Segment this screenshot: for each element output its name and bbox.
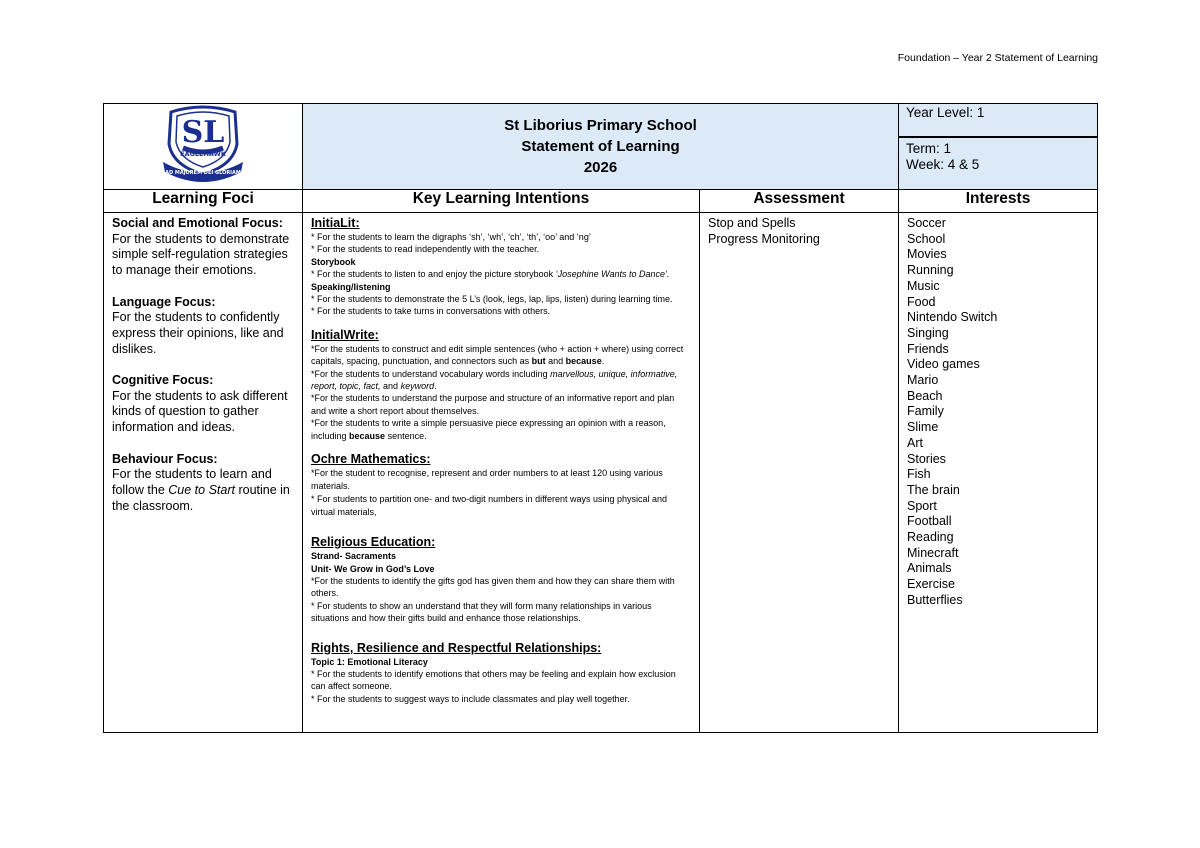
- assessment-cell: [700, 213, 899, 733]
- list-item: Mario: [907, 373, 939, 388]
- initialwrite-section: [311, 328, 691, 442]
- re-title: Religious Education:: [311, 535, 436, 550]
- behaviour-focus-title: Behaviour Focus:: [112, 451, 218, 466]
- learning-foci-cell: [104, 213, 303, 733]
- list-item: * For students to show an understand that they will form many relationships in various situations and how their gifts build and enhance those relationships.: [311, 600, 652, 624]
- list-item: * For the students to take turns in conversations with others.: [311, 306, 551, 317]
- list-item: Football: [907, 514, 952, 529]
- logo-cell: [104, 104, 303, 190]
- social-focus-text: For the students to demonstrate simple self-regulation strategies to manage their emotions.: [112, 231, 290, 278]
- list-item: Animals: [907, 561, 952, 576]
- column-header-foci: Learning Foci: [104, 190, 303, 213]
- document-year: 2026: [583, 159, 618, 176]
- list-item: *For the students to construct and edit simple sentences (who + action + where) using correct capitals, spacing, punctuation, and connectors such as but and because.: [311, 343, 684, 367]
- list-item: Music: [907, 278, 940, 293]
- title-cell: [303, 104, 899, 190]
- behaviour-focus-text: For the students to learn and follow the Cue to Start routine in the classroom.: [112, 467, 290, 513]
- language-focus-title: Language Focus:: [112, 294, 216, 309]
- social-focus-title: Social and Emotional Focus:: [112, 216, 283, 230]
- list-item: Minecraft: [907, 545, 959, 560]
- re-section: [311, 535, 691, 624]
- list-item: Art: [907, 435, 923, 450]
- list-item: Family: [907, 404, 944, 419]
- topic-subheading: Topic 1: Emotional Literacy: [311, 656, 428, 667]
- list-item: Fish: [907, 467, 931, 482]
- unit-subheading: Unit- We Grow in God’s Love: [311, 563, 435, 574]
- list-item: Slime: [907, 420, 939, 435]
- list-item: * For the students to learn the digraphs ‘sh’, ‘wh’, ‘ch’, ‘th’, ‘oo’ and ‘ng’: [311, 232, 591, 242]
- list-item: Soccer: [907, 216, 946, 230]
- page-header: Foundation – Year 2 Statement of Learning: [897, 52, 1098, 64]
- initiallit-section: [311, 216, 691, 318]
- list-item: School: [907, 231, 946, 246]
- week: Week: 4 & 5: [906, 157, 980, 172]
- maths-section: [311, 452, 691, 519]
- list-item: Video games: [907, 357, 980, 372]
- year-level: Year Level: 1: [899, 104, 1097, 138]
- key-learning-intentions-cell: [303, 213, 700, 733]
- list-item: * For students to partition one- and two-digit numbers in different ways using physical and virtual materials,: [311, 494, 668, 518]
- list-item: * For the students to demonstrate the 5 L’s (look, legs, lap, lips, listen) during learning time.: [311, 294, 673, 305]
- logo-monogram: SL: [181, 115, 225, 150]
- logo-banner-top: EAGLEHAWK: [180, 150, 226, 158]
- list-item: Running: [907, 263, 954, 278]
- statement-of-learning-table: [103, 103, 1098, 733]
- list-item: Exercise: [907, 577, 955, 592]
- strand-subheading: Strand- Sacraments: [311, 551, 397, 562]
- meta-cell: [899, 104, 1098, 190]
- list-item: Sport: [907, 498, 937, 513]
- list-item: Friends: [907, 341, 949, 356]
- list-item: * For the students to suggest ways to include classmates and play well together.: [311, 693, 630, 704]
- logo-motto: AD MAJOREM DEI GLORIAM: [165, 170, 241, 176]
- column-header-assessment: Assessment: [700, 190, 899, 213]
- maths-title: Ochre Mathematics:: [311, 452, 431, 467]
- list-item: Progress Monitoring: [708, 231, 820, 246]
- cognitive-focus-title: Cognitive Focus:: [112, 373, 214, 387]
- storybook-subheading: Storybook: [311, 256, 356, 267]
- list-item: *For the students to understand the purpose and structure of an informative report and plan and write a short report about themselves.: [311, 393, 675, 416]
- list-item: Singing: [907, 325, 949, 340]
- list-item: Movies: [907, 247, 947, 262]
- list-item: Stories: [907, 451, 946, 466]
- speaking-subheading: Speaking/listening: [311, 281, 391, 292]
- term: Term: 1: [906, 141, 952, 156]
- document-title: Statement of Learning: [521, 138, 680, 155]
- list-item: * For the students to read independently with the teacher.: [311, 244, 540, 255]
- list-item: Reading: [907, 530, 954, 545]
- initialwrite-title: InitialWrite:: [311, 327, 379, 342]
- list-item: *For the students to identify the gifts god has given them and how they can share them with others.: [311, 575, 675, 599]
- list-item: *For the student to recognise, represent and order numbers to at least 120 using various materials.: [311, 468, 663, 492]
- list-item: Beach: [907, 388, 943, 403]
- rrrr-title: Rights, Resilience and Respectful Relationships:: [311, 640, 602, 655]
- list-item: *For the students to understand vocabulary words including marvellous, unique, informative, report, topic, fact, and keyword.: [311, 368, 678, 392]
- column-header-interests: Interests: [899, 190, 1098, 213]
- school-name: St Liborius Primary School: [504, 117, 697, 134]
- column-header-kli: Key Learning Intentions: [303, 190, 700, 213]
- list-item: *For the students to write a simple persuasive piece expressing an opinion with a reason, including because sentence.: [311, 418, 666, 441]
- language-focus-text: For the students to confidently express their opinions, like and dislikes.: [112, 310, 284, 356]
- interests-cell: [899, 213, 1098, 733]
- cognitive-focus-text: For the students to ask different kinds of question to gather information and ideas.: [112, 388, 288, 435]
- initiallit-title: InitiaLit:: [311, 216, 360, 230]
- school-crest-icon: [153, 104, 253, 184]
- rrrr-section: [311, 641, 691, 706]
- list-item: Stop and Spells: [708, 216, 796, 230]
- list-item: * For the students to identify emotions that others may be feeling and explain how exclusion can affect someone.: [311, 668, 676, 692]
- list-item: Butterflies: [907, 592, 963, 607]
- list-item: Food: [907, 294, 936, 309]
- list-item: The brain: [907, 482, 960, 497]
- list-item: Nintendo Switch: [907, 310, 998, 325]
- list-item: * For the students to listen to and enjoy the picture storybook ‘Josephine Wants to Dance’.: [311, 269, 670, 280]
